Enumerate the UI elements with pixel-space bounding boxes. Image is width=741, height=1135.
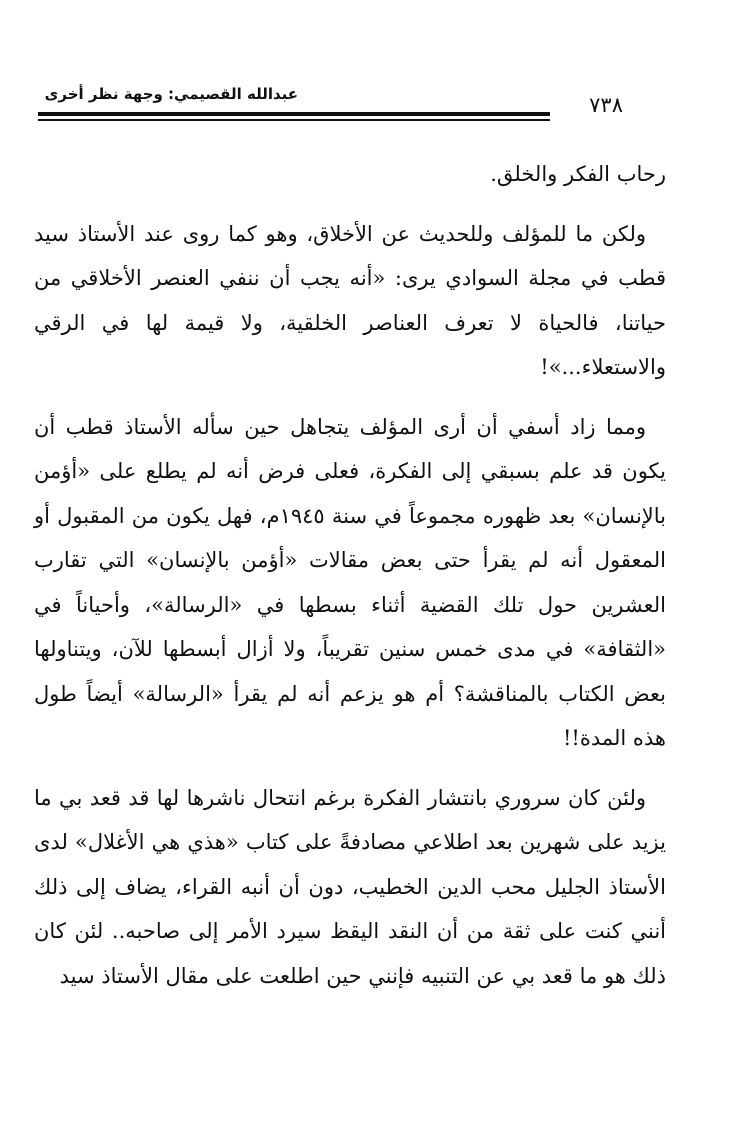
running-header-title: عبدالله القصيمي: وجهة نظر أخرى [44, 85, 298, 103]
paragraph-author-ignoring: ومما زاد أسفي أن أرى المؤلف يتجاهل حين سأله الأستاذ قطب أن يكون قد علم بسبقي إلى الفكرة، فعلى فرض أنه لم يطلع على «أؤمن بالإنسان» بعد ظهوره مجموعاً في سنة ١٩٤٥م، فهل يكون من المقبول أو المعقول أنه لم يقرأ حتى بعض مقالات «أؤمن بالإنسان» التي تقارب العشرين حول تلك القضية أثناء بسطها في «الرسالة»، وأحياناً في «الثقافة» في مدى خمس سنين تقريباً، ولا أزال أبسطها للآن، ويتناولها بعض الكتاب بالمناقشة؟ أم هو يزعم أنه لم يقرأ «الرسالة» أيضاً طول هذه المدة!! [34, 414, 667, 750]
paragraph-ethics-quote: ولكن ما للمؤلف وللحديث عن الأخلاق، وهو كما روى عند الأستاذ سيد قطب في مجلة السوادي يرى: «أنه يجب أن ننفي العنصر الأخلاقي من حياتنا، فالحياة لا تعرف العناصر الخلقية، ولا قيمة لها في الرقي والاستعلاء...»! [34, 221, 666, 379]
body-text [34, 152, 666, 998]
header-rule-thick [38, 112, 550, 116]
page-number: ٧٣٨ [589, 93, 623, 117]
header-rule-thin [38, 119, 550, 121]
paragraph-continued-opening: رحاب الفكر والخلق. [490, 162, 666, 186]
paragraph-idea-spread: ولئن كان سروري بانتشار الفكرة برغم انتحال ناشرها لها قد قعد بي ما يزيد على شهرين بعد اطلاعي مصادفةً على كتاب «هذي هي الأغلال» لدى الأستاذ الجليل محب الدين الخطيب، دون أن أنبه القراء، يضاف إلى ذلك أنني كنت على ثقة من أن النقد اليقظ سيرد الأمر إلى صاحبه.. لئن كان ذلك هو ما قعد بي عن التنبيه فإنني حين اطلعت على مقال الأستاذ سيد [34, 785, 666, 988]
